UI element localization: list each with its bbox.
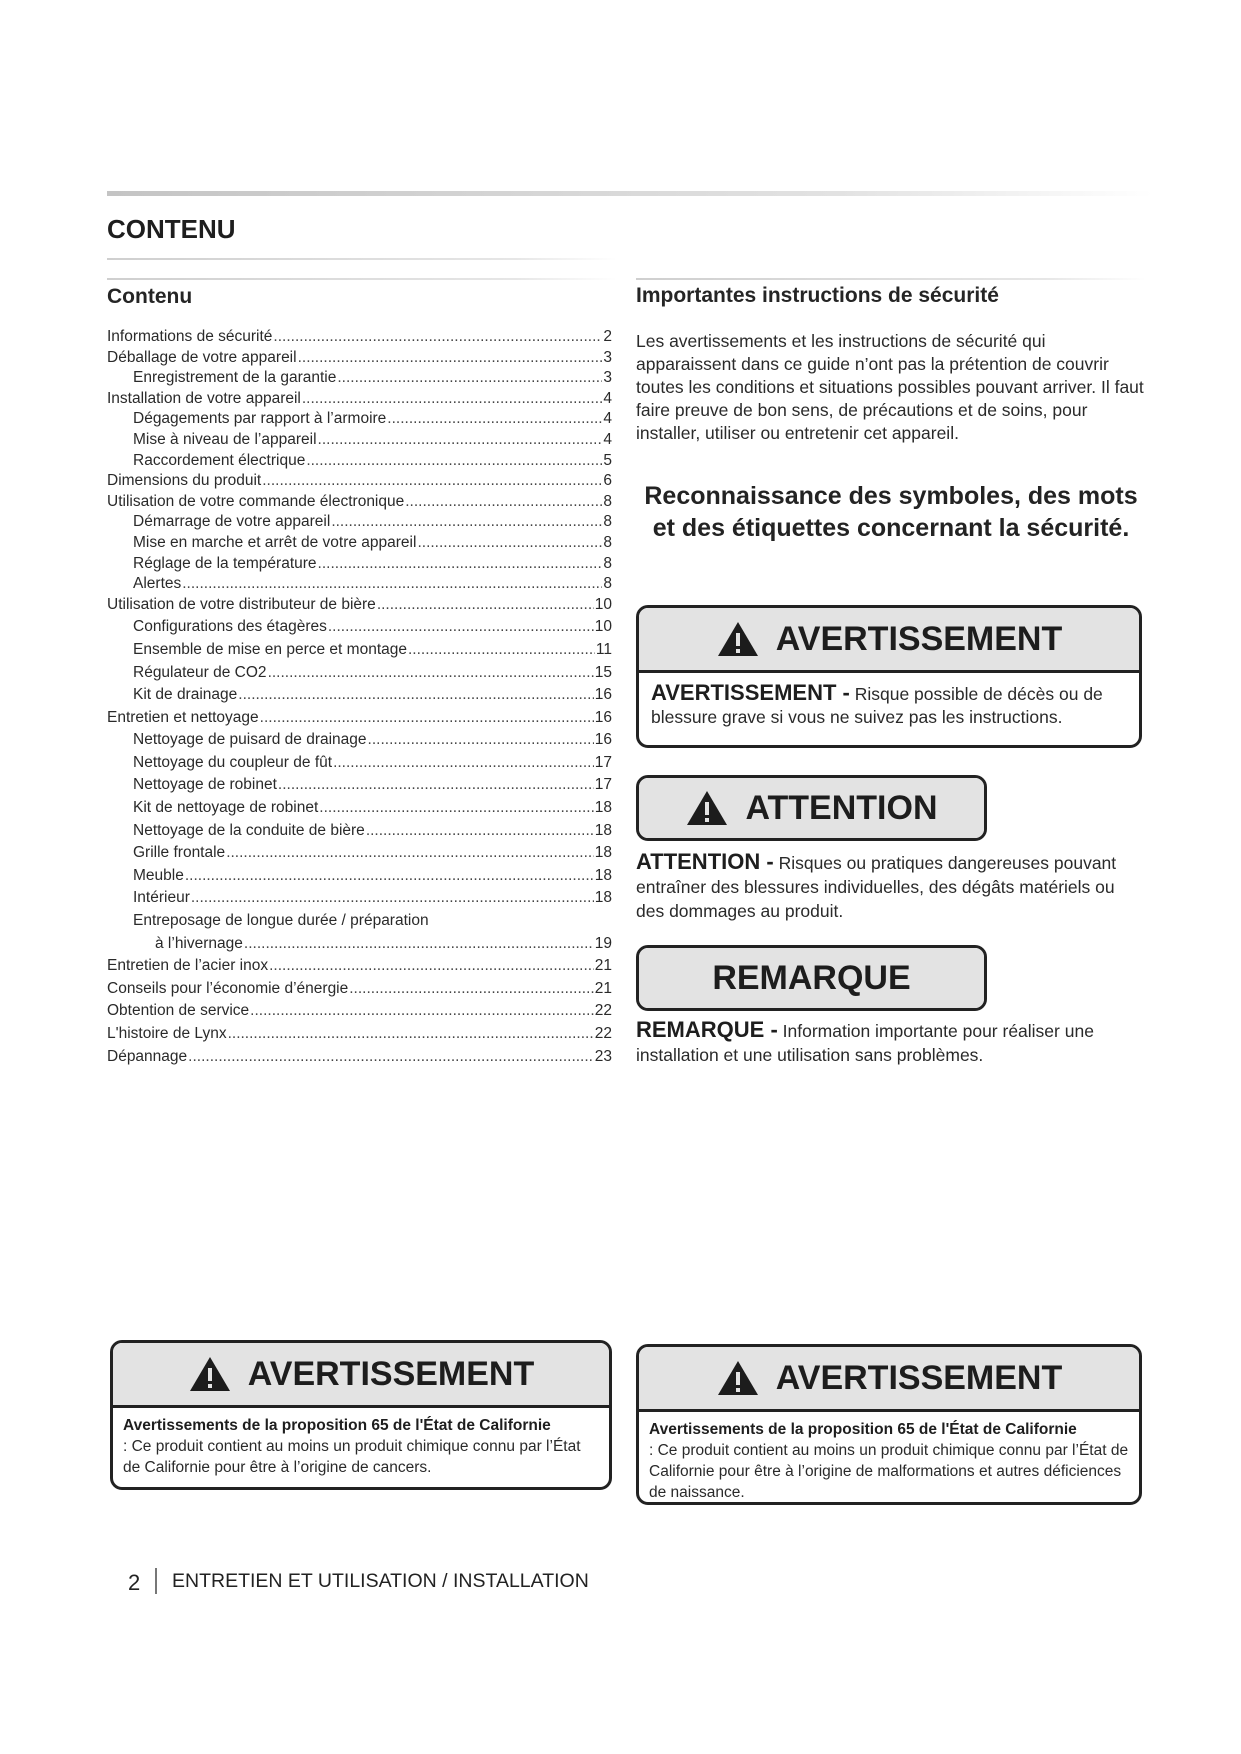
- toc-entry-page: 5: [603, 451, 612, 469]
- toc-entry-title: Nettoyage de robinet: [133, 776, 277, 794]
- toc-entry-page: 16: [594, 731, 612, 749]
- toc-entry-title: Kit de drainage: [133, 686, 238, 704]
- toc-dot-leader: [366, 822, 594, 840]
- toc-entry-title: Informations de sécurité: [107, 328, 273, 345]
- toc-entry-title: Régulateur de CO2: [133, 663, 267, 681]
- toc-entry-page: 18: [594, 821, 612, 839]
- toc-entry: [107, 596, 612, 619]
- page-title: CONTENU: [107, 214, 236, 244]
- toc-entry-title: Configurations des étagères: [133, 618, 327, 636]
- toc-entry-title: L'histoire de Lynx: [107, 1025, 227, 1042]
- toc-entry: [107, 980, 612, 1003]
- caution-triangle-icon: [685, 789, 729, 827]
- prop65-cancer-triangle-icon: [188, 1355, 232, 1393]
- toc-entry-title: Dépannage: [107, 1047, 188, 1065]
- toc-entry-title: Installation de votre appareil: [107, 389, 301, 407]
- toc-entry: [107, 889, 612, 912]
- note-label: REMARQUE: [712, 958, 911, 997]
- toc-dot-leader: [268, 664, 594, 682]
- toc-entry-page: 23: [594, 1047, 612, 1065]
- prop65-birth-triangle-icon: [716, 1359, 760, 1397]
- toc-entry: [107, 957, 612, 980]
- toc-entry-title: Raccordement électrique: [133, 451, 306, 469]
- prop65-cancer-text: : Ce produit contient au moins un produit chimique connu par l’État de Californie pour être à l’origine de cancers.: [123, 1438, 581, 1476]
- warning-triangle-icon: [716, 620, 760, 658]
- toc-entry: [107, 493, 612, 514]
- toc-entry: [107, 686, 612, 709]
- toc-entry: [107, 935, 612, 958]
- toc-entry-page: 21: [594, 957, 612, 975]
- toc-entry-title: à l’hivernage: [155, 934, 243, 952]
- safety-intro: Les avertissements et les instructions de sécurité qui apparaissent dans ce guide n’ont pas la prétention de couvrir toutes les conditions et situations possibles pouvant arriver. Il faut faire preuve de bon sens, de précautions et de soins, pour installer, utiliser ou entretenir cet appareil.: [636, 331, 1144, 443]
- toc-entry-page: 4: [603, 389, 612, 407]
- toc-dot-leader: [302, 390, 603, 408]
- toc-entry-page: 2: [603, 328, 612, 345]
- toc-entry: [107, 513, 612, 534]
- prop65-cancer-box: [110, 1340, 612, 1490]
- toc-dot-leader: [387, 410, 602, 428]
- toc-dot-leader: [244, 935, 594, 953]
- footer-text: ENTRETIEN ET UTILISATION / INSTALLATION: [172, 1570, 589, 1592]
- toc-dot-leader: [191, 889, 594, 907]
- toc-entry-page: 8: [603, 575, 612, 593]
- toc-dot-leader: [269, 957, 594, 975]
- safety-heading: Importantes instructions de sécurité: [636, 284, 999, 307]
- toc-entry: [107, 776, 612, 799]
- prop65-cancer-body: [113, 1408, 609, 1485]
- toc-dot-leader: [405, 493, 602, 511]
- toc-dot-leader: [328, 618, 594, 636]
- warning-term: AVERTISSEMENT -: [651, 680, 850, 705]
- toc-entry: [107, 912, 612, 935]
- note-header: [639, 948, 984, 1008]
- toc-entry: [107, 575, 612, 596]
- toc-entry-title: Conseils pour l’économie d’énergie: [107, 979, 349, 997]
- toc-entry-page: 4: [603, 410, 612, 428]
- toc-entry-page: 15: [594, 663, 612, 681]
- toc-entry-page: 18: [594, 799, 612, 817]
- note-box: [636, 945, 987, 1011]
- toc-dot-leader: [337, 369, 602, 387]
- toc-entry: [107, 369, 612, 390]
- top-rule: [107, 191, 1153, 196]
- warning-desc: Risque possible de décès ou de blessure grave si vous ne suivez pas les instructions.: [651, 684, 1103, 727]
- caution-label: ATTENTION: [745, 788, 938, 827]
- toc-entry: [107, 731, 612, 754]
- toc-entry: [107, 534, 612, 555]
- prop65-birth-body: [639, 1412, 1139, 1505]
- toc-entry: [107, 328, 612, 349]
- warning-body: [639, 673, 1139, 737]
- note-term: REMARQUE -: [636, 1017, 778, 1042]
- toc-entry-title: Déballage de votre appareil: [107, 348, 297, 366]
- toc-entry-page: 11: [595, 640, 612, 658]
- toc-dot-leader: [262, 472, 602, 490]
- symbols-title: Reconnaissance des symboles, des mots et des étiquettes concernant la sécurité.: [644, 482, 1138, 542]
- warning-header: [639, 608, 1139, 673]
- toc-dot-leader: [377, 596, 594, 614]
- toc-dot-leader: [260, 709, 594, 727]
- toc-entry-title: Démarrage de votre appareil: [133, 513, 331, 531]
- toc-entry: [107, 472, 612, 493]
- title-underline: [107, 258, 617, 260]
- toc-entry-page: 4: [603, 430, 612, 448]
- safety-rule: [636, 278, 1146, 280]
- toc-dot-leader: [226, 844, 594, 862]
- toc-entry-title: Obtention de service: [107, 1002, 250, 1020]
- toc-entry-page: 21: [594, 979, 612, 997]
- toc-dot-leader: [417, 534, 602, 552]
- toc-entry: [107, 709, 612, 732]
- note-description: [636, 1018, 1146, 1067]
- toc-entry: [107, 1025, 612, 1048]
- toc-entry: [107, 799, 612, 822]
- toc-entry-title: Nettoyage de puisard de drainage: [133, 731, 367, 749]
- toc-entry: [107, 452, 612, 473]
- toc-entry-title: Utilisation de votre commande électronique: [107, 492, 405, 510]
- toc-dot-leader: [273, 328, 602, 346]
- toc-dot-leader: [306, 452, 602, 470]
- toc-dot-leader: [185, 867, 594, 885]
- prop65-birth-text: : Ce produit contient au moins un produit chimique connu par l’État de Californie pour être à l’origine de malformations et autres déficiences de naissance.: [649, 1442, 1129, 1501]
- caution-description: [636, 850, 1146, 923]
- toc-dot-leader: [331, 513, 602, 531]
- prop65-birth-label: AVERTISSEMENT: [775, 1358, 1063, 1397]
- toc-dot-leader: [319, 799, 593, 817]
- toc-entry-page: 16: [594, 708, 612, 726]
- warning-box: [636, 605, 1142, 748]
- toc-entry-title: Intérieur: [133, 889, 190, 907]
- toc-dot-leader: [278, 776, 594, 794]
- toc-dot-leader: [318, 431, 603, 449]
- toc-entry: [107, 754, 612, 777]
- toc-entry-title: Utilisation de votre distributeur de bière: [107, 595, 376, 613]
- toc-entry-title: Dimensions du produit: [107, 472, 262, 490]
- toc-entry-title: Ensemble de mise en perce et montage: [133, 640, 407, 658]
- toc-dot-leader: [250, 1002, 594, 1020]
- toc-entry-page: 8: [603, 492, 612, 510]
- toc-entry: [107, 390, 612, 411]
- toc-entry: [107, 1048, 612, 1071]
- toc-entry-title: Nettoyage du coupleur de fût: [133, 753, 333, 771]
- note-desc: Information importante pour réaliser une installation et une utilisation sans problèmes.: [636, 1021, 1094, 1065]
- toc-entry: [107, 349, 612, 370]
- toc-entry-page: 18: [594, 889, 612, 907]
- toc-entry: [107, 410, 612, 431]
- toc-entry-page: 17: [594, 753, 612, 771]
- prop65-cancer-title: Avertissements de la proposition 65 de l'État de Californie: [123, 1417, 551, 1434]
- toc-entry-page: 17: [594, 776, 612, 794]
- footer-divider: [155, 1568, 157, 1594]
- toc-dot-leader: [333, 754, 594, 772]
- toc-entry: [107, 844, 612, 867]
- toc-entry: [107, 822, 612, 845]
- toc-dot-leader: [318, 555, 603, 573]
- toc-entry-title: Mise à niveau de l’appareil: [133, 430, 317, 448]
- prop65-cancer-header: [113, 1343, 609, 1408]
- toc-entry-title: Mise en marche et arrêt de votre appareil: [133, 533, 417, 551]
- toc-entry-title: Réglage de la température: [133, 554, 317, 572]
- prop65-cancer-label: AVERTISSEMENT: [247, 1354, 535, 1393]
- toc-dot-leader: [349, 980, 594, 998]
- toc-entry-title: Enregistrement de la garantie: [133, 369, 337, 387]
- toc-entry: [107, 867, 612, 890]
- toc-entry-page: 8: [603, 554, 612, 572]
- prop65-birth-title: Avertissements de la proposition 65 de l'État de Californie: [649, 1421, 1077, 1438]
- toc-entry-page: 16: [594, 686, 612, 704]
- toc-entry-title: Entreposage de longue durée / préparation: [133, 912, 429, 930]
- toc-entry-page: 8: [603, 533, 612, 551]
- toc-entry-title: Entretien et nettoyage: [107, 708, 259, 726]
- toc-entry: [107, 431, 612, 452]
- toc-entry-page: 10: [594, 595, 612, 613]
- prop65-birth-box: [636, 1344, 1142, 1505]
- toc-heading: Contenu: [107, 285, 193, 308]
- caution-header: [639, 778, 984, 838]
- caution-box: [636, 775, 987, 841]
- prop65-birth-header: [639, 1347, 1139, 1412]
- toc-entry-title: Nettoyage de la conduite de bière: [133, 821, 365, 839]
- toc-entry: [107, 1002, 612, 1025]
- toc-entry-page: 3: [603, 369, 612, 387]
- toc-entry-page: 6: [603, 472, 612, 490]
- toc-entry-page: 8: [603, 513, 612, 531]
- toc-dot-leader: [228, 1025, 594, 1043]
- toc-dot-leader: [188, 1048, 594, 1066]
- toc-entry-title: Alertes: [133, 575, 182, 593]
- toc-entry-page: 10: [594, 618, 612, 636]
- toc-dot-leader: [182, 575, 602, 593]
- toc-entry-page: 18: [594, 866, 612, 884]
- toc-entry-page: 22: [594, 1002, 612, 1020]
- table-of-contents: [107, 328, 612, 1070]
- toc-entry: [107, 555, 612, 576]
- toc-dot-leader: [408, 641, 595, 659]
- toc-dot-leader: [298, 349, 603, 367]
- toc-entry-title: Kit de nettoyage de robinet: [133, 799, 319, 817]
- caution-desc: Risques ou pratiques dangereuses pouvant entraîner des blessures individuelles, des dégâts matériels ou des dommages au produit.: [636, 853, 1117, 921]
- toc-dot-leader: [238, 686, 593, 704]
- caution-term: ATTENTION -: [636, 849, 774, 874]
- toc-entry-title: Entretien de l’acier inox: [107, 957, 269, 975]
- toc-entry: [107, 641, 612, 664]
- toc-entry-page: 22: [594, 1025, 612, 1042]
- toc-entry: [107, 618, 612, 641]
- toc-entry-page: 3: [603, 348, 612, 366]
- toc-dot-leader: [368, 731, 594, 749]
- warning-label: AVERTISSEMENT: [775, 619, 1063, 658]
- toc-entry-title: Meuble: [133, 866, 184, 884]
- toc-rule: [107, 278, 617, 280]
- toc-entry: [107, 664, 612, 687]
- toc-entry-page: 19: [594, 934, 612, 952]
- toc-entry-title: Dégagements par rapport à l’armoire: [133, 410, 387, 428]
- toc-entry-title: Grille frontale: [133, 844, 226, 862]
- toc-entry-page: 18: [594, 844, 612, 862]
- page-number: 2: [128, 1570, 141, 1595]
